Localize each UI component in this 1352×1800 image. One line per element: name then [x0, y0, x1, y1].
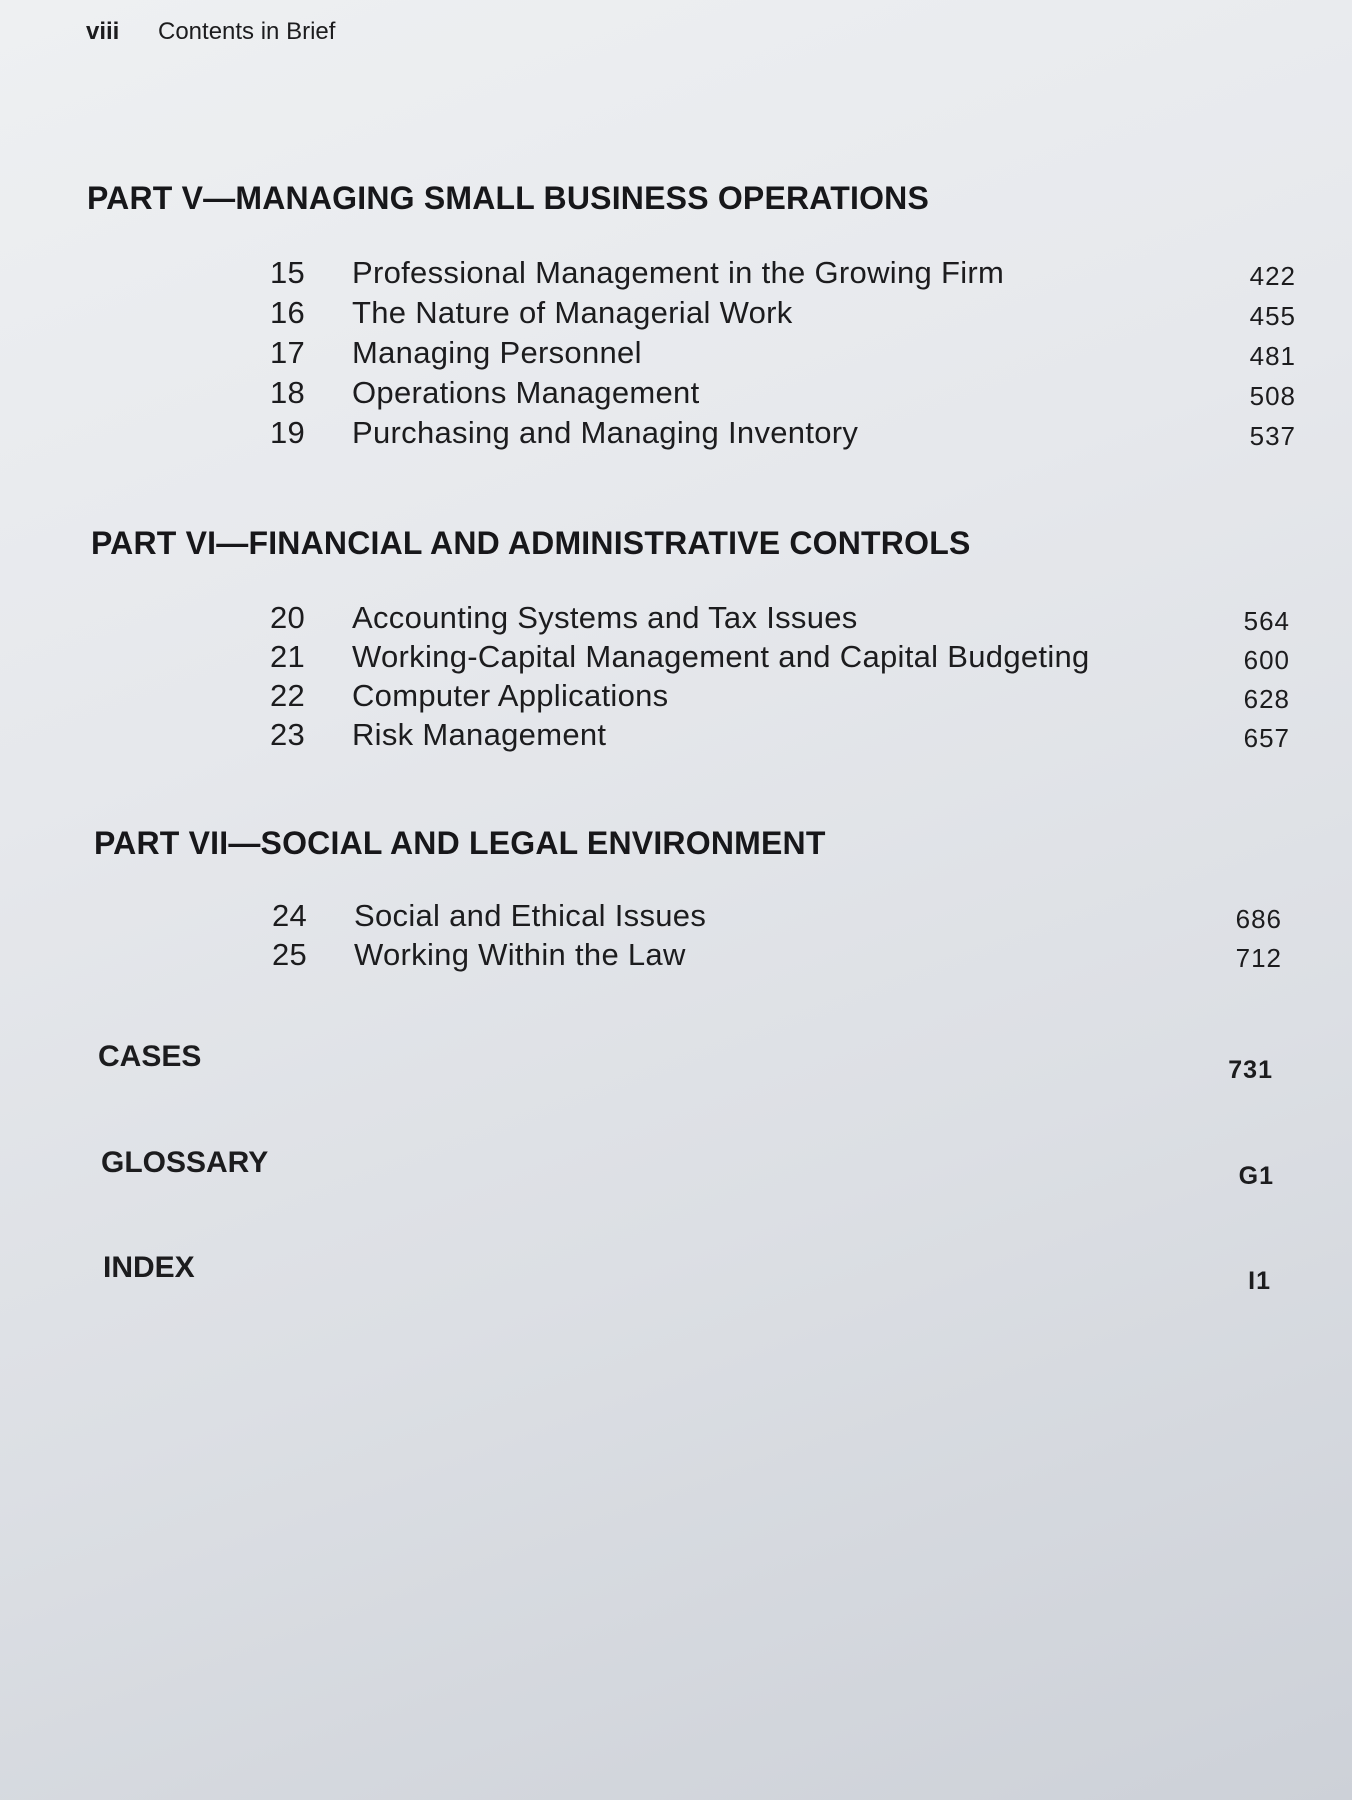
chapter-page: 564 [1243, 606, 1290, 636]
chapter-title: Operations Management [352, 375, 700, 410]
chapter-entry [272, 898, 1282, 937]
chapter-page: 455 [1249, 301, 1296, 331]
running-head-title: Contents in Brief [158, 18, 336, 45]
chapter-number: 15 [270, 255, 306, 290]
part-heading: PART V—MANAGING SMALL BUSINESS OPERATIONS [87, 180, 930, 216]
chapter-page: 537 [1249, 421, 1296, 451]
chapter-title: Risk Management [352, 717, 607, 752]
chapter-title: Working Within the Law [354, 937, 686, 972]
chapter-entry [270, 335, 1296, 375]
chapter-entry [270, 415, 1296, 455]
chapter-entry [272, 937, 1282, 976]
chapter-title: The Nature of Managerial Work [352, 295, 793, 330]
chapter-entry [270, 717, 1290, 756]
chapter-page: 481 [1249, 341, 1296, 371]
chapter-page: 628 [1243, 684, 1290, 714]
back-matter-page: G1 [1238, 1162, 1274, 1190]
chapter-number: 16 [270, 295, 306, 330]
chapter-number: 23 [270, 717, 306, 752]
chapter-page: 686 [1235, 904, 1282, 934]
chapter-page: 657 [1243, 723, 1290, 753]
chapter-list [270, 255, 1296, 455]
chapter-number: 25 [272, 937, 308, 972]
back-matter-entry [98, 1040, 1273, 1084]
chapter-entry [270, 678, 1290, 717]
chapter-entry [270, 255, 1296, 295]
chapter-number: 22 [270, 678, 306, 713]
running-head [86, 18, 335, 46]
part-heading: PART VI—FINANCIAL AND ADMINISTRATIVE CONTROLS [91, 525, 971, 561]
back-matter-label: CASES [98, 1040, 202, 1073]
chapter-title: Professional Management in the Growing Firm [352, 255, 1005, 290]
back-matter-page: 731 [1228, 1056, 1273, 1084]
chapter-title: Purchasing and Managing Inventory [352, 415, 859, 450]
chapter-number: 21 [270, 639, 306, 674]
chapter-list [270, 600, 1290, 756]
chapter-page: 600 [1243, 645, 1290, 675]
chapter-page: 422 [1249, 261, 1296, 291]
chapter-entry [270, 375, 1296, 415]
back-matter-label: GLOSSARY [101, 1146, 269, 1179]
chapter-entry [270, 295, 1296, 335]
page-number: viii [86, 18, 120, 45]
chapter-title: Working-Capital Management and Capital Budgeting [352, 639, 1090, 674]
chapter-page: 508 [1249, 381, 1296, 411]
chapter-number: 19 [270, 415, 306, 450]
chapter-number: 17 [270, 335, 306, 370]
chapter-title: Social and Ethical Issues [354, 898, 707, 933]
chapter-entry [270, 600, 1290, 639]
back-matter-label: INDEX [103, 1251, 195, 1284]
chapter-number: 18 [270, 375, 306, 410]
chapter-title: Accounting Systems and Tax Issues [352, 600, 858, 635]
chapter-number: 20 [270, 600, 306, 635]
chapter-title: Computer Applications [352, 678, 669, 713]
chapter-title: Managing Personnel [352, 335, 642, 370]
back-matter-entry [101, 1146, 1274, 1190]
chapter-number: 24 [272, 898, 308, 933]
chapter-page: 712 [1235, 943, 1282, 973]
back-matter-entry [103, 1251, 1271, 1295]
chapter-entry [270, 639, 1290, 678]
back-matter-page: I1 [1248, 1267, 1271, 1295]
chapter-list [272, 898, 1282, 976]
part-heading: PART VII—SOCIAL AND LEGAL ENVIRONMENT [94, 825, 826, 861]
